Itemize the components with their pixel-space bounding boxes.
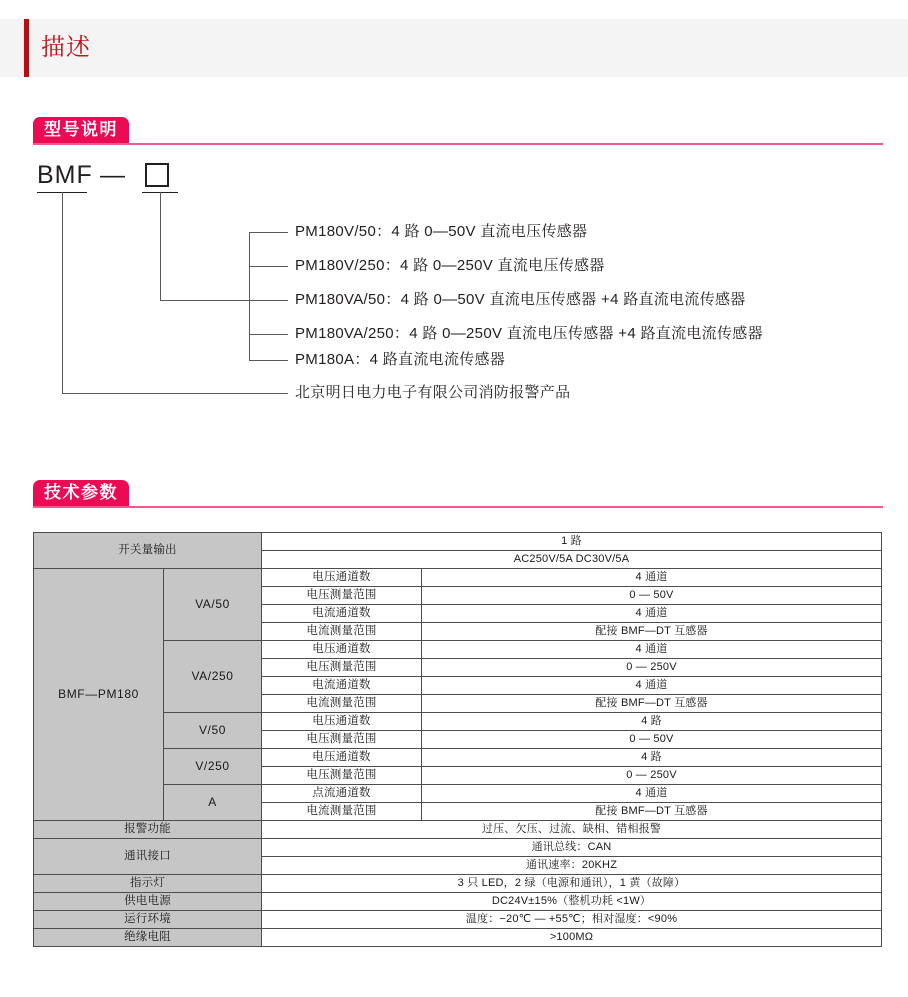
cell-value: 4 通道 (422, 785, 882, 803)
spec-table (33, 532, 882, 947)
tree-branch-1 (249, 232, 288, 233)
tree-label-pm180v-250: PM180V/250：4 路 0—250V 直流电压传感器 (295, 257, 605, 274)
cell-main-group-label: BMF—PM180 (34, 569, 164, 821)
cell-insulation-label: 绝缘电阻 (34, 929, 262, 947)
model-code-dash: — (100, 161, 126, 189)
cell-param: 电压通道数 (262, 641, 422, 659)
cell-power-label: 供电电源 (34, 893, 262, 911)
model-section-tab: 型号说明 (33, 117, 129, 143)
table-row (34, 911, 882, 929)
tree-branch-company (62, 393, 288, 394)
spec-section-rule (33, 506, 883, 508)
cell-param: 电流测量范围 (262, 623, 422, 641)
cell-param: 电流测量范围 (262, 803, 422, 821)
cell-switch-output-value-2: AC250V/5A DC30V/5A (262, 551, 882, 569)
model-tree-diagram (0, 0, 908, 401)
tree-label-pm180v-50: PM180V/50：4 路 0—50V 直流电压传感器 (295, 223, 588, 240)
tree-label-pm180va-250: PM180VA/250：4 路 0—250V 直流电压传感器 +4 路直流电流传感器 (295, 325, 763, 342)
spec-section-header (33, 480, 883, 510)
cell-comm-label: 通讯接口 (34, 839, 262, 875)
tree-branch-5 (249, 360, 288, 361)
cell-value: 4 路 (422, 713, 882, 731)
cell-group-a: A (164, 785, 262, 821)
tree-label-pm180a: PM180A：4 路直流电流传感器 (295, 351, 506, 368)
cell-indicator-label: 指示灯 (34, 875, 262, 893)
cell-group-va50: VA/50 (164, 569, 262, 641)
cell-environment-label: 运行环境 (34, 911, 262, 929)
tree-branch-3 (249, 300, 288, 301)
cell-value: 0 — 250V (422, 767, 882, 785)
table-row (34, 875, 882, 893)
cell-power-value: DC24V±15%（整机功耗 <1W） (262, 893, 882, 911)
cell-value: 4 路 (422, 749, 882, 767)
tree-label-company: 北京明日电力电子有限公司消防报警产品 (295, 384, 571, 401)
cell-insulation-value: >100MΩ (262, 929, 882, 947)
cell-param: 电流测量范围 (262, 695, 422, 713)
tree-branch-2 (249, 266, 288, 267)
cell-param: 电流通道数 (262, 605, 422, 623)
tree-trunk-middle (160, 192, 161, 300)
table-row (34, 929, 882, 947)
cell-switch-output-label: 开关量输出 (34, 533, 262, 569)
tree-branch-4 (249, 334, 288, 335)
cell-switch-output-value-1: 1 路 (262, 533, 882, 551)
cell-value: 4 通道 (422, 677, 882, 695)
cell-value: 配接 BMF—DT 互感器 (422, 623, 882, 641)
tree-trunk-left (62, 192, 63, 393)
cell-param: 电压测量范围 (262, 767, 422, 785)
cell-comm-value-1: 通讯总线：CAN (262, 839, 882, 857)
cell-comm-value-2: 通讯速率：20KHZ (262, 857, 882, 875)
tree-trunk-right (249, 232, 250, 360)
cell-value: 4 通道 (422, 641, 882, 659)
cell-value: 0 — 50V (422, 587, 882, 605)
table-row (34, 821, 882, 839)
cell-alarm-label: 报警功能 (34, 821, 262, 839)
cell-param: 电压测量范围 (262, 659, 422, 677)
cell-value: 4 通道 (422, 605, 882, 623)
cell-value: 0 — 250V (422, 659, 882, 677)
spec-section-tab: 技术参数 (33, 480, 129, 506)
cell-value: 0 — 50V (422, 731, 882, 749)
cell-param: 电压测量范围 (262, 587, 422, 605)
cell-environment-value: 温度：−20℃ — +55℃；相对湿度：<90% (262, 911, 882, 929)
cell-value: 4 通道 (422, 569, 882, 587)
cell-group-v50: V/50 (164, 713, 262, 749)
tree-label-pm180va-50: PM180VA/50：4 路 0—50V 直流电压传感器 +4 路直流电流传感器 (295, 291, 746, 308)
table-row (34, 569, 882, 587)
cell-param: 电压测量范围 (262, 731, 422, 749)
cell-param: 电压通道数 (262, 749, 422, 767)
cell-param: 电压通道数 (262, 713, 422, 731)
table-row (34, 839, 882, 857)
description-title: 描述 (41, 34, 91, 61)
cell-param: 电流通道数 (262, 677, 422, 695)
cell-indicator-value: 3 只 LED，2 绿（电源和通讯），1 黄（故障） (262, 875, 882, 893)
cell-value: 配接 BMF—DT 互感器 (422, 695, 882, 713)
table-row (34, 533, 882, 551)
model-code-placeholder-box (145, 163, 169, 187)
cell-group-va250: VA/250 (164, 641, 262, 713)
cell-alarm-value: 过压、欠压、过流、缺相、错相报警 (262, 821, 882, 839)
cell-value: 配接 BMF—DT 互感器 (422, 803, 882, 821)
cell-param: 点流通道数 (262, 785, 422, 803)
cell-param: 电压通道数 (262, 569, 422, 587)
table-row (34, 893, 882, 911)
model-code-prefix: BMF (37, 161, 93, 189)
cell-group-v250: V/250 (164, 749, 262, 785)
